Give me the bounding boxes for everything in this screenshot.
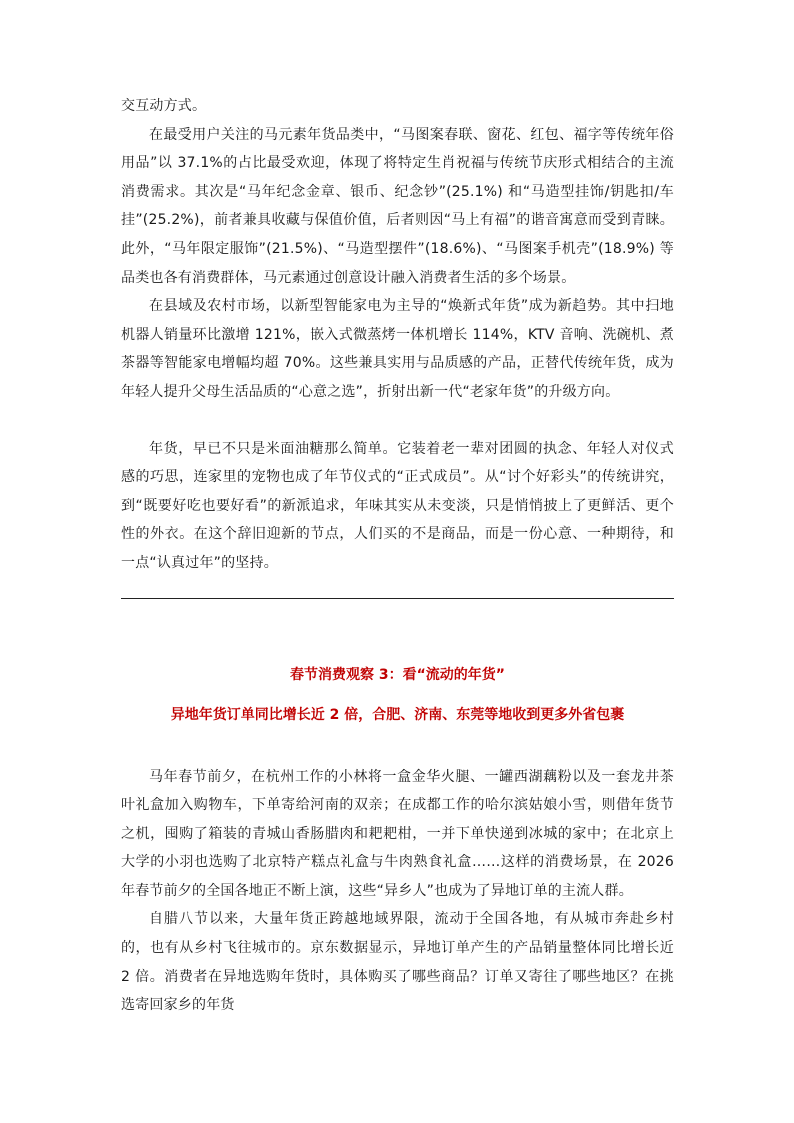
section-title: 春节消费观察 3：看“流动的年货” (289, 666, 506, 683)
paragraph-horse-element-goods: 在最受用户关注的马元素年货品类中，“马图案春联、窗花、红包、福字等传统年俗用品”以 37.1%的占比最受欢迎，体现了将特定生肖祝福与传统节庆形式相结合的主流消费需求。其次是“马年纪念金章、银币、纪念钞”(25.1%) 和“马造型挂饰/钥匙扣/车挂”(25.2%)，前者兼具收藏与保值价值，后者则因“马上有福”的谐音寓意而受到青睐。此外，“马年限定服饰”(21.5%)、“马造型摆件”(18.6%)、“马图案手机壳”(18.9%) 等品类也各有消费群体，马元素通过创意设计融入消费者生活的多个场景。 (121, 126, 674, 286)
paragraph-summary: 年货，早已不只是米面油糖那么简单。它装着老一辈对团圆的执念、年轻人对仪式感的巧思，连家里的宠物也成了年节仪式的“正式成员”。从“讨个好彩头”的传统讲究，到“既要好吃也要好看”的新派追求，年味其实从未变淡，只是悄悄披上了更鲜活、更个性的外衣。在这个辞旧迎新的节点，人们买的不是商品，而是一份心意、一种期待，和一点“认真过年”的坚持。 (121, 440, 674, 571)
section-subtitle: 异地年货订单同比增长近 2 倍，合肥、济南、东莞等地收到更多外省包裹 (170, 706, 625, 723)
paragraph-continuation: 交互动方式。 (121, 98, 207, 114)
paragraph-county-rural-market: 在县域及农村市场，以新型智能家电为主导的“焕新式年货”成为新趋势。其中扫地机器人销量环比激增 121%，嵌入式微蒸烤一体机增长 114%，KTV 音响、洗碗机、煮茶器等智能家电增幅均超 70%。这些兼具实用与品质感的产品，正替代传统年货，成为年轻人提升父母生活品质的“心意之选”，折射出新一代“老家年货”的升级方向。 (121, 298, 674, 400)
paragraph-remote-orders-story: 马年春节前夕，在杭州工作的小林将一盒金华火腿、一罐西湖藕粉以及一套龙井茶叶礼盒加入购物车，下单寄给河南的双亲；在成都工作的哈尔滨姑娘小雪，则借年货节之机，囤购了箱装的青城山香肠腊肉和耙耙柑，一并下单快递到冰城的家中；在北京上大学的小羽也选购了北京特产糕点礼盒与牛肉熟食礼盒……这样的消费场景，在 2026 年春节前夕的全国各地正不断上演，这些“异乡人”也成为了异地订单的主流人群。 (121, 768, 674, 899)
paragraph-remote-orders-data: 自腊八节以来，大量年货正跨越地域界限，流动于全国各地，有从城市奔赴乡村的，也有从乡村飞往城市的。京东数据显示，异地订单产生的产品销量整体同比增长近 2 倍。消费者在异地选购年货时，具体购买了哪些商品？订单又寄往了哪些地区？在挑选寄回家乡的年货 (121, 911, 674, 1014)
document-page (121, 92, 674, 1020)
